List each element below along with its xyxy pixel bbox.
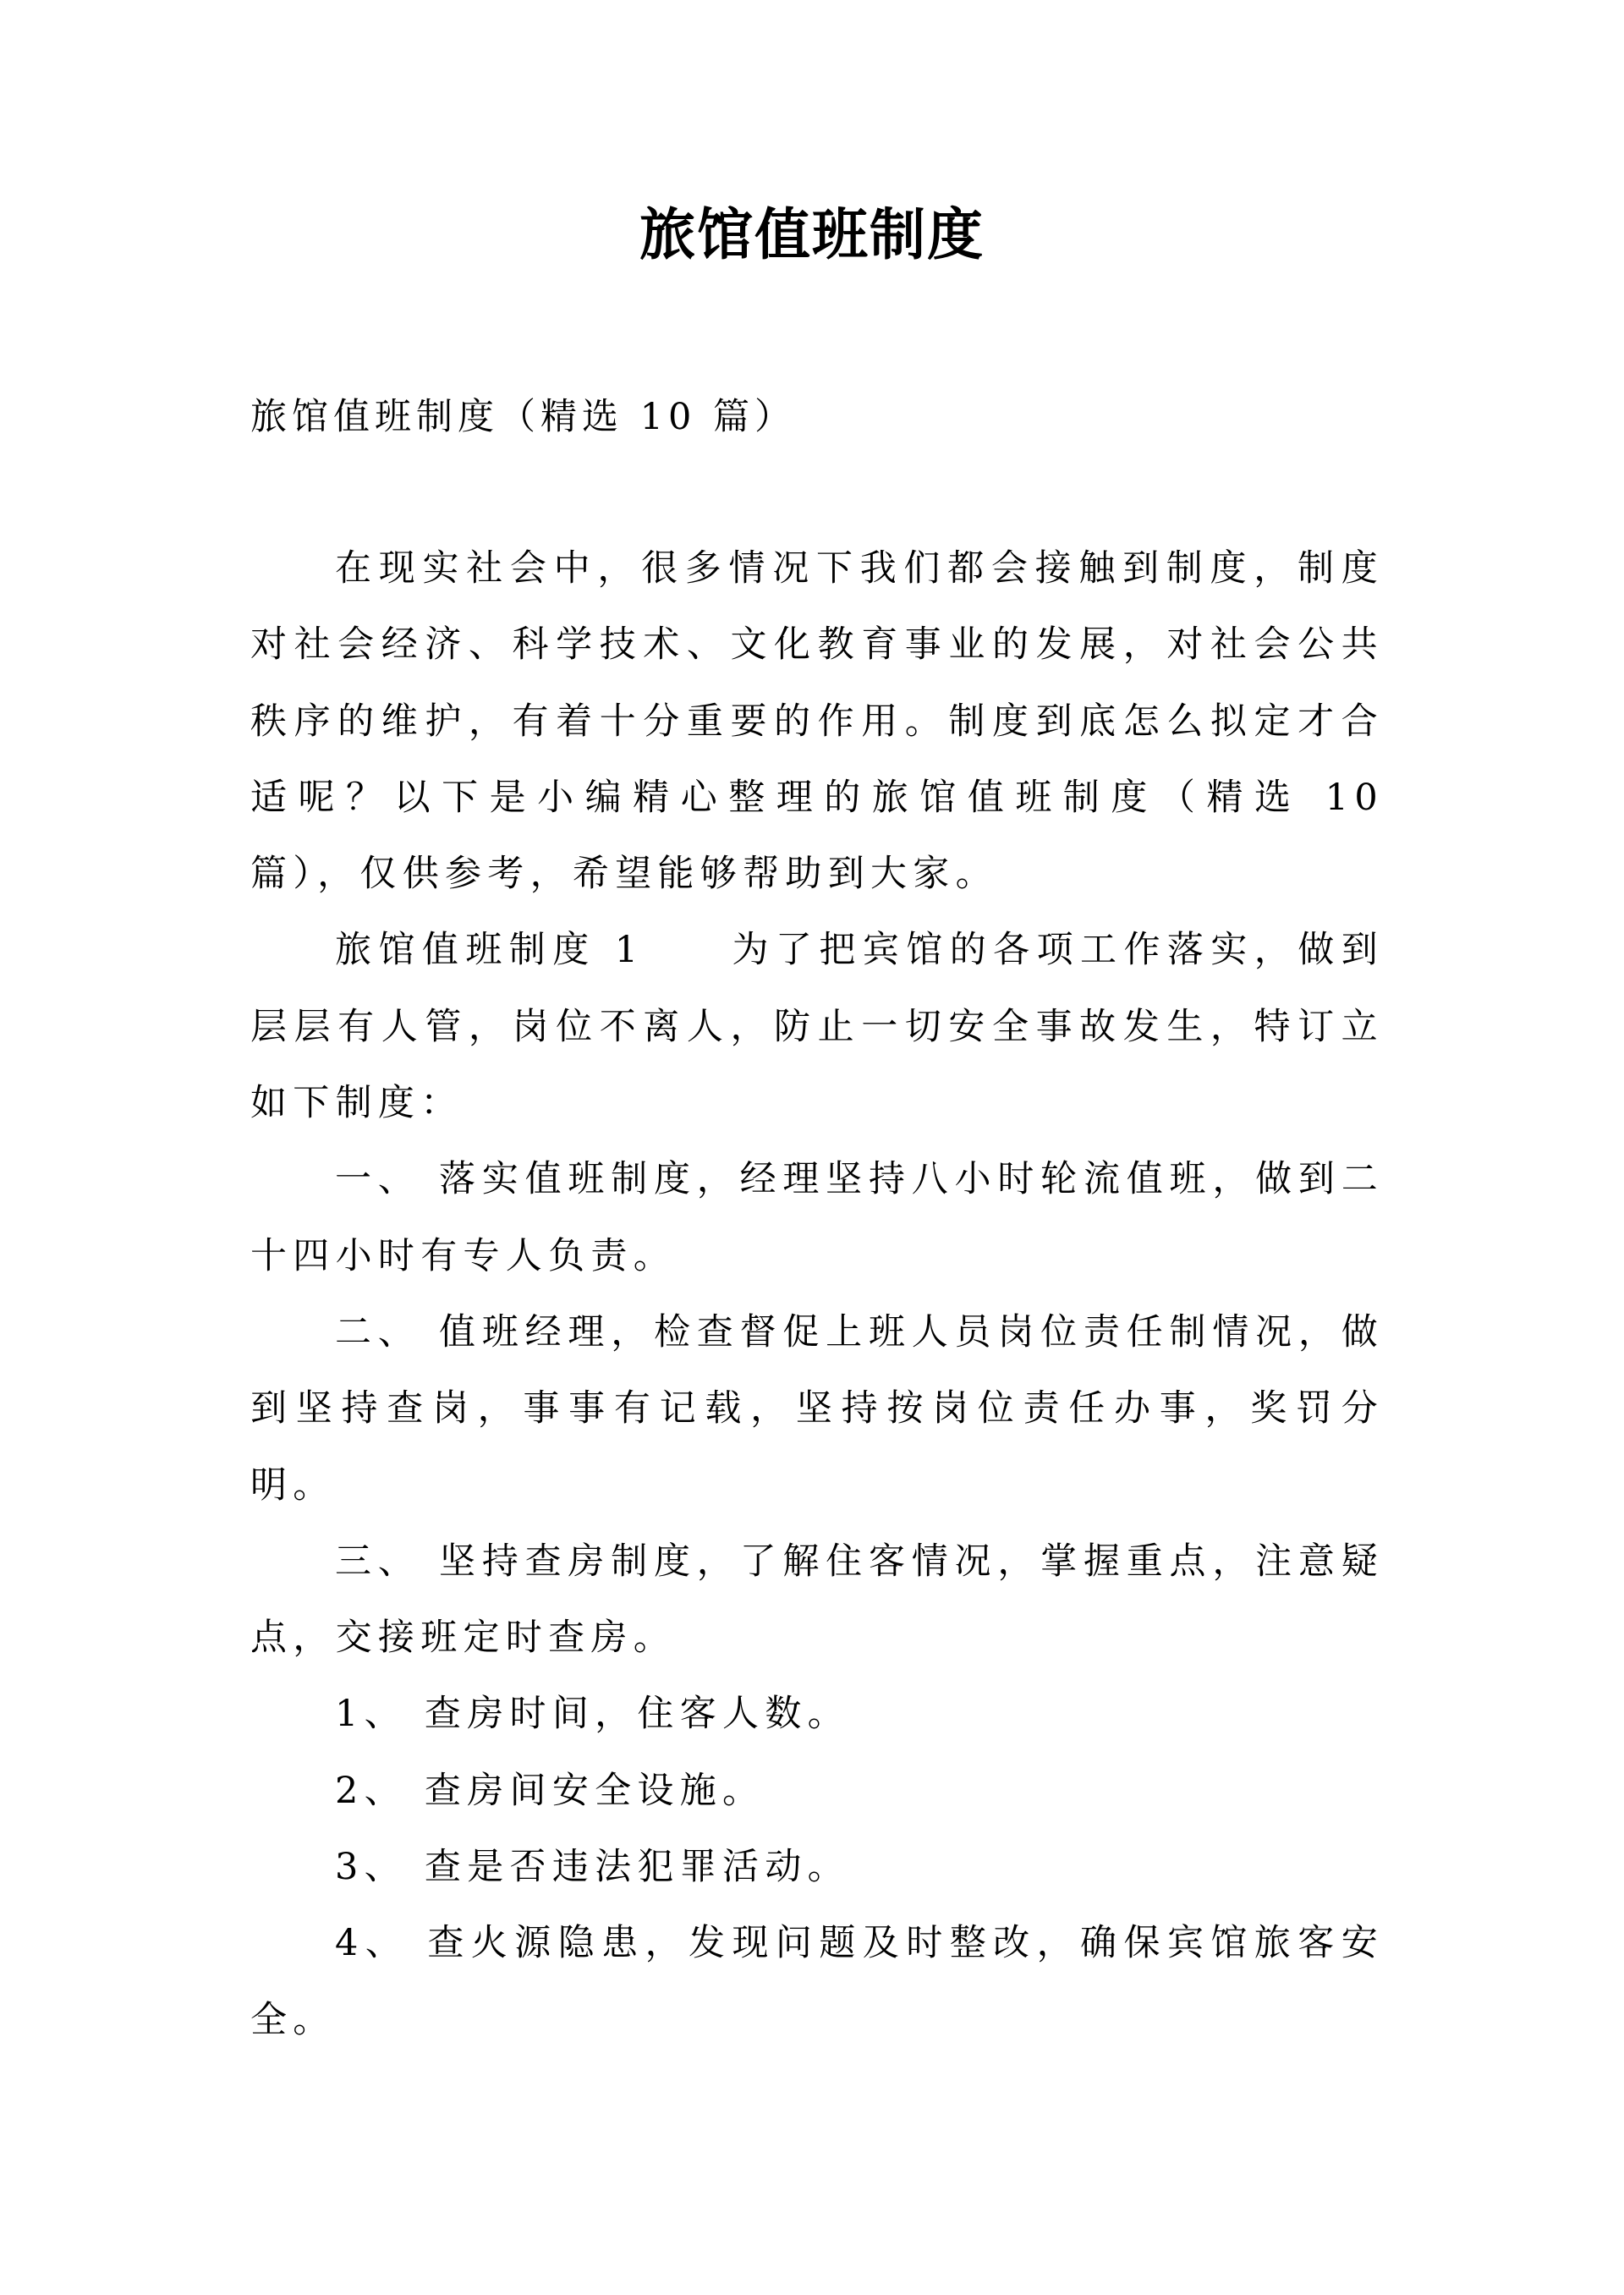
check-item-2: 2、 查房间安全设施。: [335, 1769, 765, 1812]
document-title: 旅馆值班制度: [639, 202, 985, 267]
rule-2-paragraph: 二、 值班经理，检查督促上班人员岗位责任制情况，做到坚持查岗，事事有记载，坚持按岗位责任办事，奖罚分明。: [250, 1310, 1384, 1507]
check-item-4: 4、 查火源隐患，发现问题及时整改，确保宾馆旅客安全。: [250, 1922, 1384, 2041]
document-subtitle: 旅馆值班制度（精选 10 篇）: [250, 396, 797, 438]
intro-paragraph: 在现实社会中，很多情况下我们都会接触到制度，制度对社会经济、科学技术、文化教育事业的发展，对社会公共秩序的维护，有着十分重要的作用。制度到底怎么拟定才合适呢？以下是小编精心整理的旅馆值班制度（精选 10 篇），仅供参考，希望能够帮助到大家。: [250, 547, 1384, 896]
rule-3-paragraph: 三、 坚持查房制度，了解住客情况，掌握重点，注意疑点，交接班定时查房。: [250, 1540, 1384, 1660]
document-body: [250, 530, 1384, 2058]
rule-1-paragraph: 一、 落实值班制度，经理坚持八小时轮流值班，做到二十四小时有专人负责。: [250, 1158, 1384, 1277]
check-item-3: 3、 查是否违法犯罪活动。: [335, 1846, 850, 1889]
section-1-paragraph: 旅馆值班制度 1 为了把宾馆的各项工作落实，做到层层有人管，岗位不离人，防止一切安全事故发生，特订立如下制度：: [250, 929, 1384, 1125]
check-item-1: 1、 查房时间，住客人数。: [335, 1693, 850, 1736]
